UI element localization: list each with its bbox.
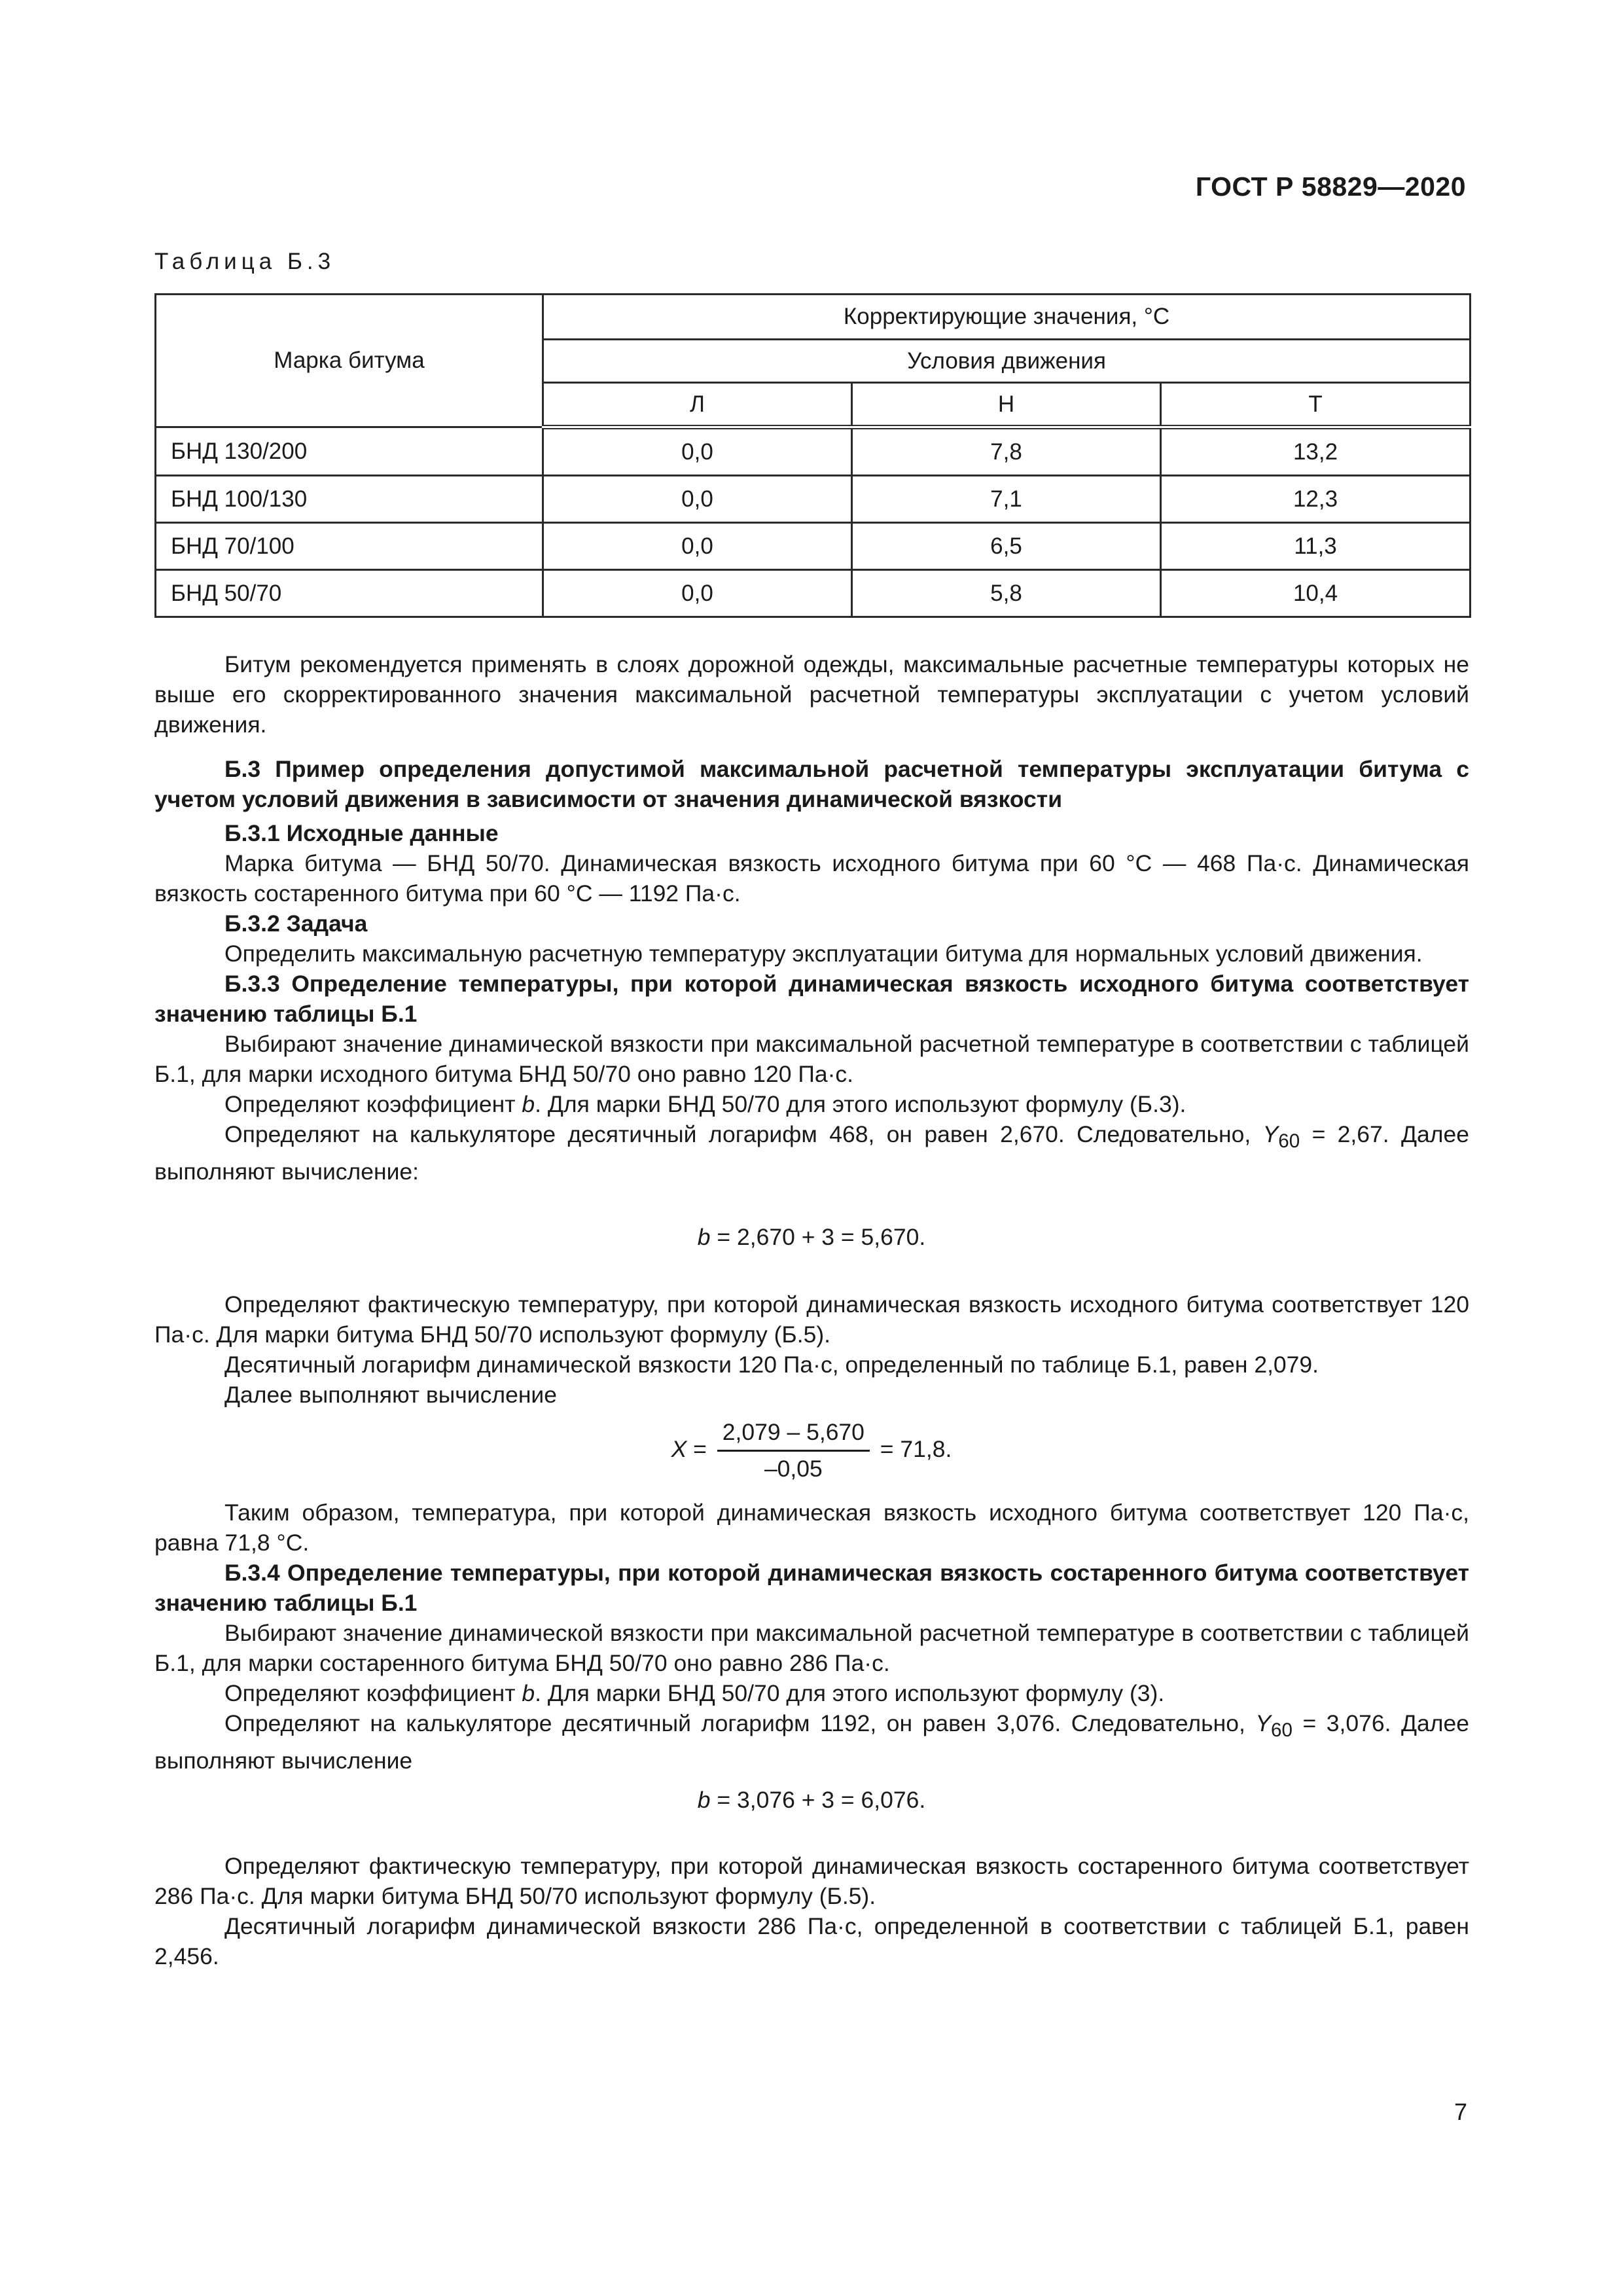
text-block-2 bbox=[154, 1289, 1469, 1410]
table-row bbox=[156, 427, 1471, 476]
formula-text: = bbox=[687, 1435, 713, 1462]
paragraph: Определяют фактическую температуру, при которой динамическая вязкость состаренного битума соответствует 286 Па·с. Для марки битума БНД 50/70 используют формулу (Б.5). bbox=[154, 1853, 1469, 1909]
subscript: 60 bbox=[1278, 1130, 1300, 1153]
text-span: = 3,076. Далее выполняют вычисление bbox=[154, 1710, 1470, 1774]
paragraph: Битум рекомендуется применять в слоях дорожной одежды, максимальные расчетные температуры которых не выше его скорректированного значения максимальной расчетной температуры эксплуатации с учетом условий движения. bbox=[154, 651, 1469, 738]
paragraph: Таким образом, температура, при которой динамическая вязкость исходного битума соответствует 120 Па·с, равна 71,8 °С. bbox=[154, 1499, 1469, 1556]
denominator: –0,05 bbox=[764, 1456, 823, 1482]
paragraph bbox=[154, 1119, 1469, 1187]
paragraph: Марка битума — БНД 50/70. Динамическая вязкость исходного битума при 60 °С — 468 Па·с. Динамическая вязкость состаренного битума при 60 °С — 1192 Па·с. bbox=[154, 850, 1469, 906]
header-grade: Марка битума bbox=[156, 295, 543, 427]
formula-b1 bbox=[0, 1224, 1623, 1251]
formula-text: = 2,670 + 3 = 5,670. bbox=[710, 1224, 926, 1250]
variable-y: Y bbox=[1262, 1121, 1279, 1147]
document-id: ГОСТ Р 58829—2020 bbox=[1195, 171, 1466, 202]
section-heading: Б.3.4 Определение температуры, при которой динамическая вязкость состаренного битума соответствует значению таблицы Б.1 bbox=[154, 1560, 1469, 1616]
variable-b: b bbox=[522, 1680, 535, 1706]
paragraph bbox=[154, 1708, 1469, 1776]
page-number: 7 bbox=[1454, 2098, 1467, 2125]
correction-values-table bbox=[154, 293, 1471, 618]
section-heading: Б.3.3 Определение температуры, при которой динамическая вязкость исходного битума соответствует значению таблицы Б.1 bbox=[154, 971, 1469, 1027]
text-block-3 bbox=[154, 1498, 1469, 1776]
numerator: 2,079 – 5,670 bbox=[717, 1419, 870, 1452]
text-block-1 bbox=[154, 649, 1469, 1187]
paragraph: Определяют фактическую температуру, при которой динамическая вязкость исходного битума соответствует 120 Па·с. Для марки битума БНД 50/70 используют формулу (Б.5). bbox=[154, 1291, 1469, 1348]
paragraph bbox=[154, 1678, 1469, 1708]
text-span: Определяют коэффициент bbox=[224, 1680, 522, 1706]
cell-grade: БНД 100/130 bbox=[156, 476, 543, 523]
paragraph bbox=[154, 1089, 1469, 1119]
cell-value: 10,4 bbox=[1161, 570, 1471, 617]
cell-grade: БНД 50/70 bbox=[156, 570, 543, 617]
section-heading: Б.3.1 Исходные данные bbox=[224, 820, 499, 846]
formula-text: = 71,8. bbox=[873, 1435, 952, 1462]
cell-value: 0,0 bbox=[543, 476, 852, 523]
cell-value: 7,8 bbox=[852, 427, 1161, 476]
table-row bbox=[156, 476, 1471, 523]
header-cond-l: Л bbox=[543, 383, 852, 427]
formula-b2 bbox=[0, 1787, 1623, 1814]
variable-b: b bbox=[522, 1091, 535, 1117]
fraction bbox=[717, 1419, 870, 1482]
section-heading: Б.3 Пример определения допустимой максимальной расчетной температуры эксплуатации битума с учетом условий движения в зависимости от значения динамической вязкости bbox=[154, 756, 1469, 812]
cell-value: 0,0 bbox=[543, 523, 852, 570]
cell-value: 12,3 bbox=[1161, 476, 1471, 523]
cell-grade: БНД 130/200 bbox=[156, 427, 543, 476]
text-span: Определяют коэффициент bbox=[224, 1091, 522, 1117]
paragraph: Определить максимальную расчетную температуру эксплуатации битума для нормальных условий движения. bbox=[224, 941, 1423, 967]
paragraph: Выбирают значение динамической вязкости при максимальной расчетной температуре в соответствии с таблицей Б.1, для марки исходного битума БНД 50/70 оно равно 120 Па·с. bbox=[154, 1031, 1469, 1087]
text-block-4 bbox=[154, 1851, 1469, 1971]
header-cond-t: Т bbox=[1161, 383, 1471, 427]
text-span: Определяют на калькуляторе десятичный логарифм 468, он равен 2,670. Следовательно, bbox=[224, 1121, 1263, 1147]
variable-b: b bbox=[697, 1787, 711, 1813]
variable-y: Y bbox=[1255, 1710, 1272, 1736]
header-correction: Корректирующие значения, °С bbox=[543, 295, 1471, 340]
header-cond-n: Н bbox=[852, 383, 1161, 427]
cell-value: 0,0 bbox=[543, 427, 852, 476]
paragraph: Десятичный логарифм динамической вязкости 120 Па·с, определенный по таблице Б.1, равен 2,079. bbox=[224, 1352, 1319, 1378]
paragraph: Десятичный логарифм динамической вязкости 286 Па·с, определенной в соответствии с таблицей Б.1, равен 2,456. bbox=[154, 1913, 1469, 1969]
cell-value: 0,0 bbox=[543, 570, 852, 617]
variable-b: b bbox=[697, 1224, 711, 1250]
table-row bbox=[156, 523, 1471, 570]
text-span: Определяют на калькуляторе десятичный логарифм 1192, он равен 3,076. Следовательно, bbox=[224, 1710, 1256, 1736]
text-span: . Для марки БНД 50/70 для этого используют формулу (Б.3). bbox=[535, 1091, 1186, 1117]
cell-value: 11,3 bbox=[1161, 523, 1471, 570]
text-span: = 2,67. Далее выполняют вычисление: bbox=[154, 1121, 1469, 1185]
cell-value: 6,5 bbox=[852, 523, 1161, 570]
table-caption: Таблица Б.3 bbox=[154, 249, 336, 274]
cell-value: 13,2 bbox=[1161, 427, 1471, 476]
variable-x: X bbox=[671, 1435, 687, 1462]
cell-value: 5,8 bbox=[852, 570, 1161, 617]
header-conditions: Условия движения bbox=[543, 340, 1471, 383]
section-heading: Б.3.2 Задача bbox=[224, 910, 368, 937]
text-span: . Для марки БНД 50/70 для этого используют формулу (3). bbox=[535, 1680, 1165, 1706]
paragraph: Далее выполняют вычисление bbox=[224, 1382, 558, 1408]
formula-text: = 3,076 + 3 = 6,076. bbox=[710, 1787, 926, 1813]
cell-value: 7,1 bbox=[852, 476, 1161, 523]
cell-grade: БНД 70/100 bbox=[156, 523, 543, 570]
subscript: 60 bbox=[1271, 1719, 1293, 1742]
table-row bbox=[156, 570, 1471, 617]
paragraph: Выбирают значение динамической вязкости при максимальной расчетной температуре в соответствии с таблицей Б.1, для марки состаренного битума БНД 50/70 оно равно 286 Па·с. bbox=[154, 1620, 1469, 1676]
formula-x bbox=[0, 1419, 1623, 1482]
